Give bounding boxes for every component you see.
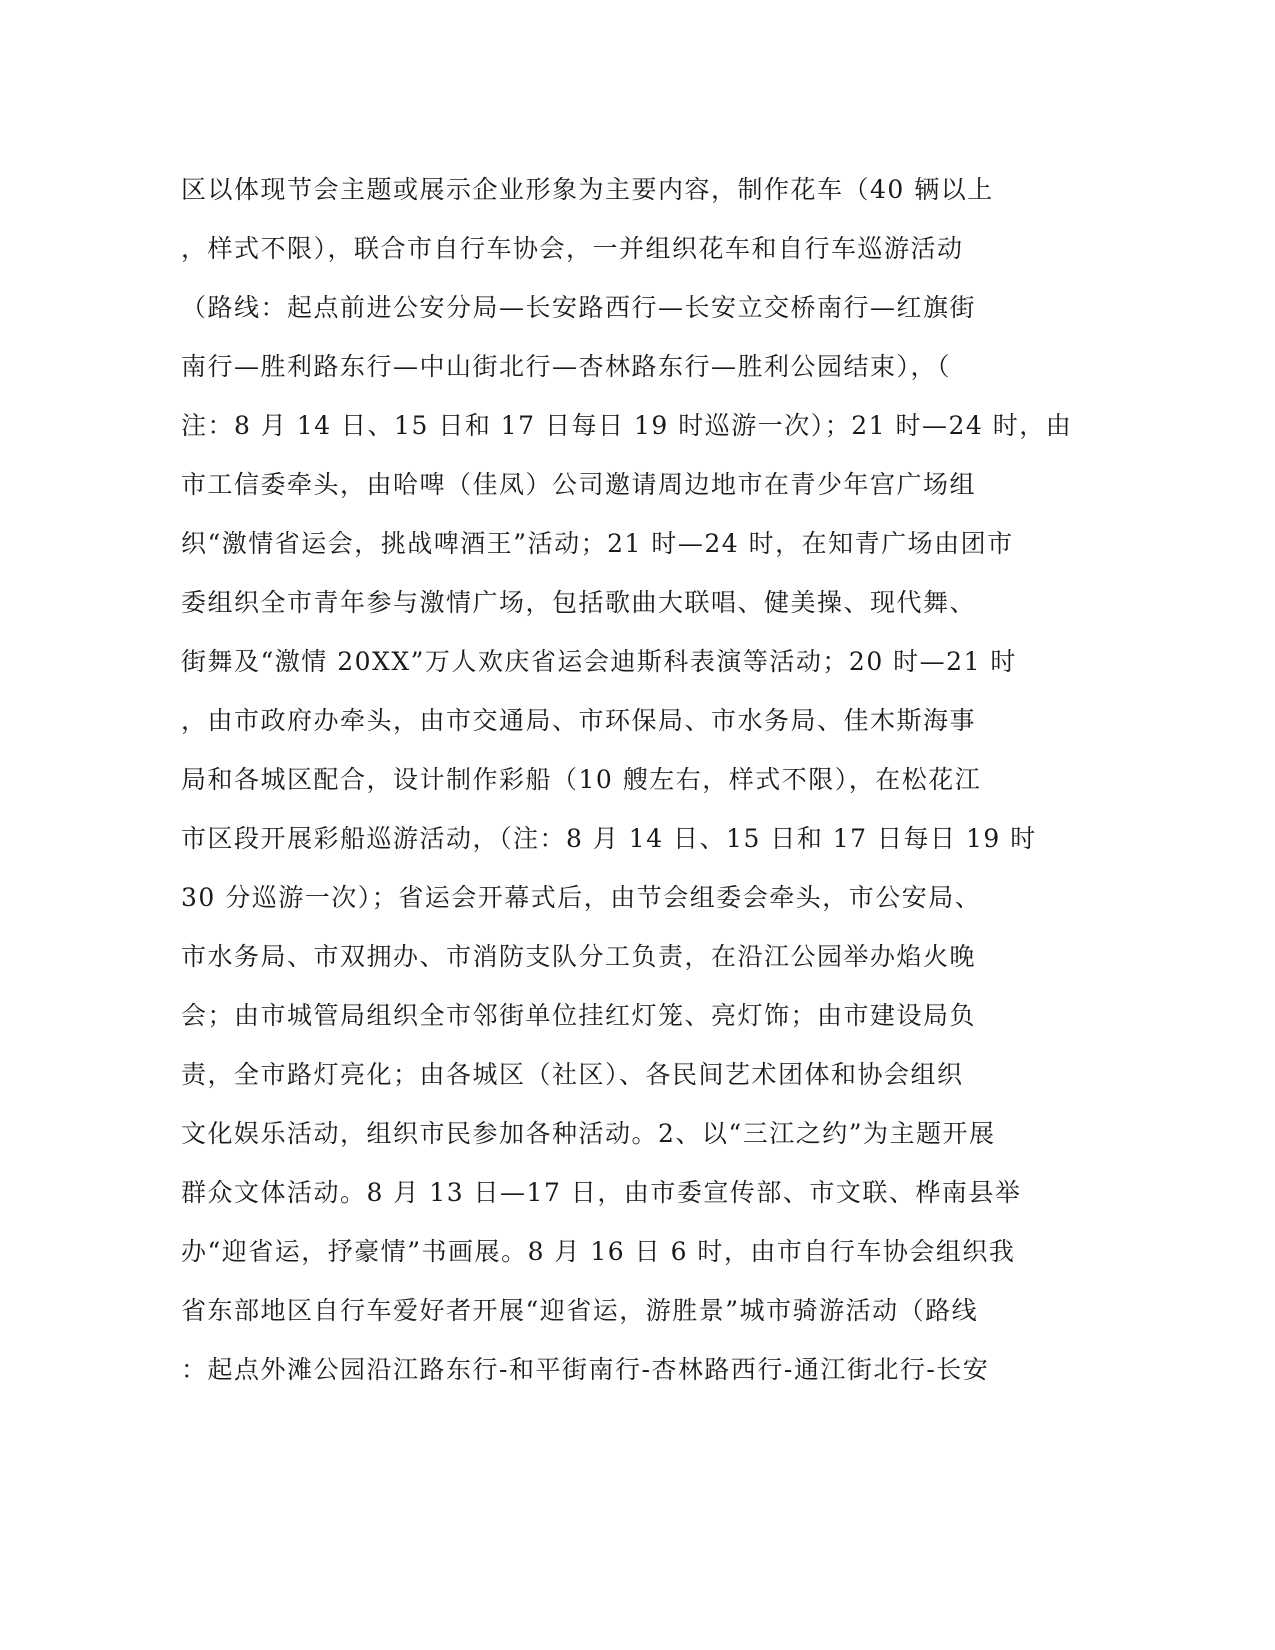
text-line: 市工信委牵头，由哈啤（佳凤）公司邀请周边地市在青少年宫广场组 (181, 470, 977, 499)
text-line: 街舞及“激情 20XX”万人欢庆省运会迪斯科表演等活动；20 时—21 时 (181, 647, 1017, 676)
text-line: 办“迎省运，抒豪情”书画展。8 月 16 日 6 时，由市自行车协会组织我 (181, 1237, 1016, 1266)
text-line: 会；由市城管局组织全市邻街单位挂红灯笼、亮灯饰；由市建设局负 (181, 1001, 977, 1030)
text-line: （路线：起点前进公安分局—长安路西行—长安立交桥南行—红旗街 (181, 293, 977, 322)
text-line: 南行—胜利路东行—中山街北行—杏林路东行—胜利公园结束），（ (181, 352, 952, 381)
text-line: 区以体现节会主题或展示企业形象为主要内容，制作花车（40 辆以上 (181, 175, 994, 204)
text-line: 文化娱乐活动，组织市民参加各种活动。2、以“三江之约”为主题开展 (181, 1119, 996, 1148)
text-line: 责，全市路灯亮化；由各城区（社区）、各民间艺术团体和协会组织 (181, 1060, 964, 1089)
text-line: 委组织全市青年参与激情广场，包括歌曲大联唱、健美操、现代舞、 (181, 588, 977, 617)
text-line: 市区段开展彩船巡游活动，（注：8 月 14 日、15 日和 17 日每日 19 时 (181, 824, 1037, 853)
body-text (181, 160, 1073, 1399)
text-line: 省东部地区自行车爱好者开展“迎省运，游胜景”城市骑游活动（路线 (181, 1296, 979, 1325)
text-line: 市水务局、市双拥办、市消防支队分工负责，在沿江公园举办焰火晚 (181, 942, 977, 971)
text-line: 注：8 月 14 日、15 日和 17 日每日 19 时巡游一次）；21 时—24 时，由 (181, 411, 1073, 440)
text-line: 30 分巡游一次）；省运会开幕式后，由节会组委会牵头，市公安局、 (181, 883, 982, 912)
text-line: ，样式不限），联合市自行车协会，一并组织花车和自行车巡游活动 (181, 234, 964, 263)
text-line: 群众文体活动。8 月 13 日—17 日，由市委宣传部、市文联、桦南县举 (181, 1178, 1022, 1207)
text-line: ，由市政府办牵头，由市交通局、市环保局、市水务局、佳木斯海事 (181, 706, 977, 735)
text-line: 局和各城区配合，设计制作彩船（10 艘左右，样式不限），在松花江 (181, 765, 982, 794)
text-line: 织“激情省运会，挑战啤酒王”活动；21 时—24 时，在知青广场由团市 (181, 529, 1014, 558)
text-line: ：起点外滩公园沿江路东行-和平街南行-杏林路西行-通江街北行-长安 (181, 1355, 990, 1384)
